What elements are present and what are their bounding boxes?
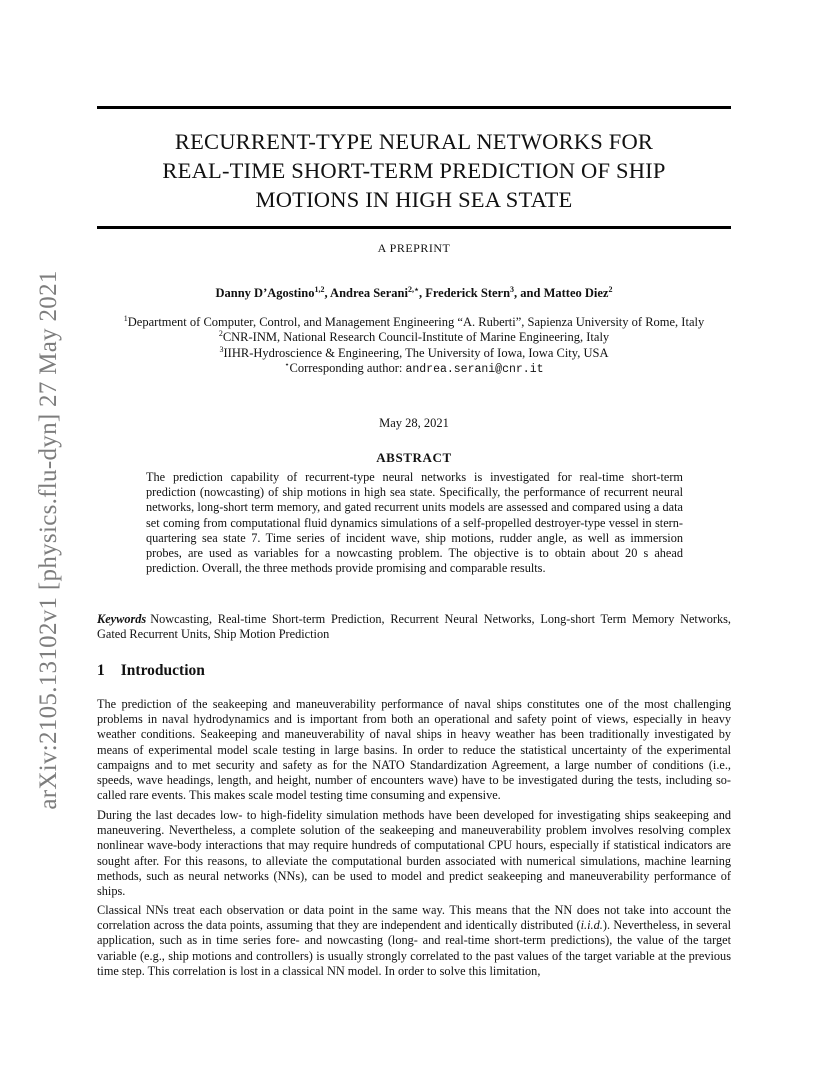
corresponding-author-line <box>0 361 828 377</box>
publication-date: May 28, 2021 <box>379 416 449 430</box>
author-name: Andrea Serani <box>330 286 408 300</box>
affiliation-mark: 2 <box>218 329 223 339</box>
section-number: 1 <box>97 662 105 679</box>
body-paragraph: During the last decades low- to high-fidelity simulation methods have been developed for investigating ships seakeeping and maneuvering. Nevertheless, a complete solution of the seakeeping and maneuverability problem involves resolving complex nonlinear wave-body interactions that may require hundreds of computational CPU hours, especially if statistical indicators are sought after. For this reasons, to alleviate the computational burden associated with numerical simulations, machine learning methods, such as neural networks (NNs), can be used to model and predict seakeeping and maneuverability performance of ships. <box>97 808 731 899</box>
affiliation-mark: 3 <box>219 344 224 354</box>
paper-title <box>97 127 731 214</box>
author-affiliation-mark: 1,2 <box>314 285 325 294</box>
author-list <box>0 286 828 301</box>
affiliation-text: IIHR-Hydroscience & Engineering, The University of Iowa, Iowa City, USA <box>223 345 609 360</box>
abstract-heading: ABSTRACT <box>376 450 452 465</box>
author-separator: , <box>324 286 331 300</box>
section-title: Introduction <box>120 662 205 679</box>
title-top-rule <box>97 106 731 109</box>
body-paragraph <box>97 903 731 979</box>
title-line: REAL-TIME SHORT-TERM PREDICTION OF SHIP <box>162 158 666 183</box>
preprint-label: A PREPRINT <box>377 241 451 255</box>
affiliation-line <box>0 346 828 361</box>
title-line: RECURRENT-TYPE NEURAL NETWORKS FOR <box>174 129 654 154</box>
author-name: Matteo Diez <box>543 286 609 300</box>
corresponding-label: Corresponding author: <box>289 360 406 375</box>
affiliation-line <box>0 315 828 330</box>
paragraph-text: ). Nevertheless, in several application, such as in time series fore- and nowcasting (long- and real-time short-term predictions), the value of the target variable (e.g., ship motions and controllers) is usually strongly correlated to the past values of the target variable at the previous time step. This correlation is lost in a classical NN model. In order to solve this limitation, <box>97 918 732 978</box>
title-line: MOTIONS IN HIGH SEA STATE <box>255 187 573 212</box>
author-name: Danny D’Agostino <box>215 286 315 300</box>
paragraph-italic-term: i.i.d. <box>580 918 603 933</box>
affiliation-list <box>0 315 828 377</box>
affiliation-mark: 1 <box>123 314 128 323</box>
affiliation-text: Department of Computer, Control, and Management Engineering “A. Ruberti”, Sapienza University of Rome, Italy <box>127 315 705 329</box>
arxiv-identifier-stamp: arXiv:2105.13102v1 [physics.flu-dyn] 27 May 2021 <box>35 270 62 810</box>
affiliation-text: CNR-INM, National Research Council-Institute of Marine Engineering, Italy <box>222 330 610 345</box>
author-affiliation-mark: 3 <box>510 285 515 294</box>
section-heading <box>97 662 205 680</box>
author-affiliation-mark: 2,⋆ <box>407 285 419 294</box>
author-separator: , <box>418 286 426 300</box>
keywords-list: Nowcasting, Real-time Short-term Prediction, Recurrent Neural Networks, Long-short Term Memory Networks, Gated Recurrent Units, Ship Motion Prediction <box>97 612 731 642</box>
abstract-text: The prediction capability of recurrent-type neural networks is investigated for real-time short-term prediction (nowcasting) of ship motions in high sea state. Specifically, the performance of recurrent neural networks, long-short term memory, and gated recurrent units models are assessed and compared using a data set coming from computational fluid dynamics simulations of a self-propelled destroyer-type vessel in stern-quartering sea state 7. Time series of incident wave, ship motions, rudder angle, as well as immersion probes, are used as variables for a nowcasting problem. The objective is to obtain about 20 s ahead prediction. Overall, the three methods provide promising and comparable results. <box>146 470 683 576</box>
paragraph-text: Classical NNs treat each observation or data point in the same way. This means that the NN does not take into account the correlation across the data points, assuming that they are independent and identically distributed ( <box>97 903 731 933</box>
corresponding-mark: ⋆ <box>284 359 290 369</box>
keywords-label: Keywords <box>97 612 147 626</box>
title-bottom-rule <box>97 226 731 229</box>
author-name: Frederick Stern <box>425 286 511 300</box>
keywords-block <box>97 612 731 642</box>
body-paragraph: The prediction of the seakeeping and maneuverability performance of naval ships constitutes one of the most challenging problems in naval hydrodynamics and is important from both an operational and safety point of views, especially in heavy weather conditions. Seakeeping and maneuverability of naval ships in heavy weather has been traditionally investigated by means of experimental model scale testing in large basins. In order to reduce the statistical uncertainty of the experimental campaigns and to met security and safety as for the NATO Standardization Agreement, a large number of conditions (i.e., speeds, wave headings, length, and height, number of encounters wave) have to be investigated during the tests, including so-called rare events. This makes scale model testing time consuming and expensive. <box>97 697 731 803</box>
corresponding-email-link[interactable]: andrea.serani@cnr.it <box>405 362 544 376</box>
affiliation-line <box>0 330 828 345</box>
author-separator: , and <box>514 286 544 300</box>
author-affiliation-mark: 2 <box>608 285 613 294</box>
